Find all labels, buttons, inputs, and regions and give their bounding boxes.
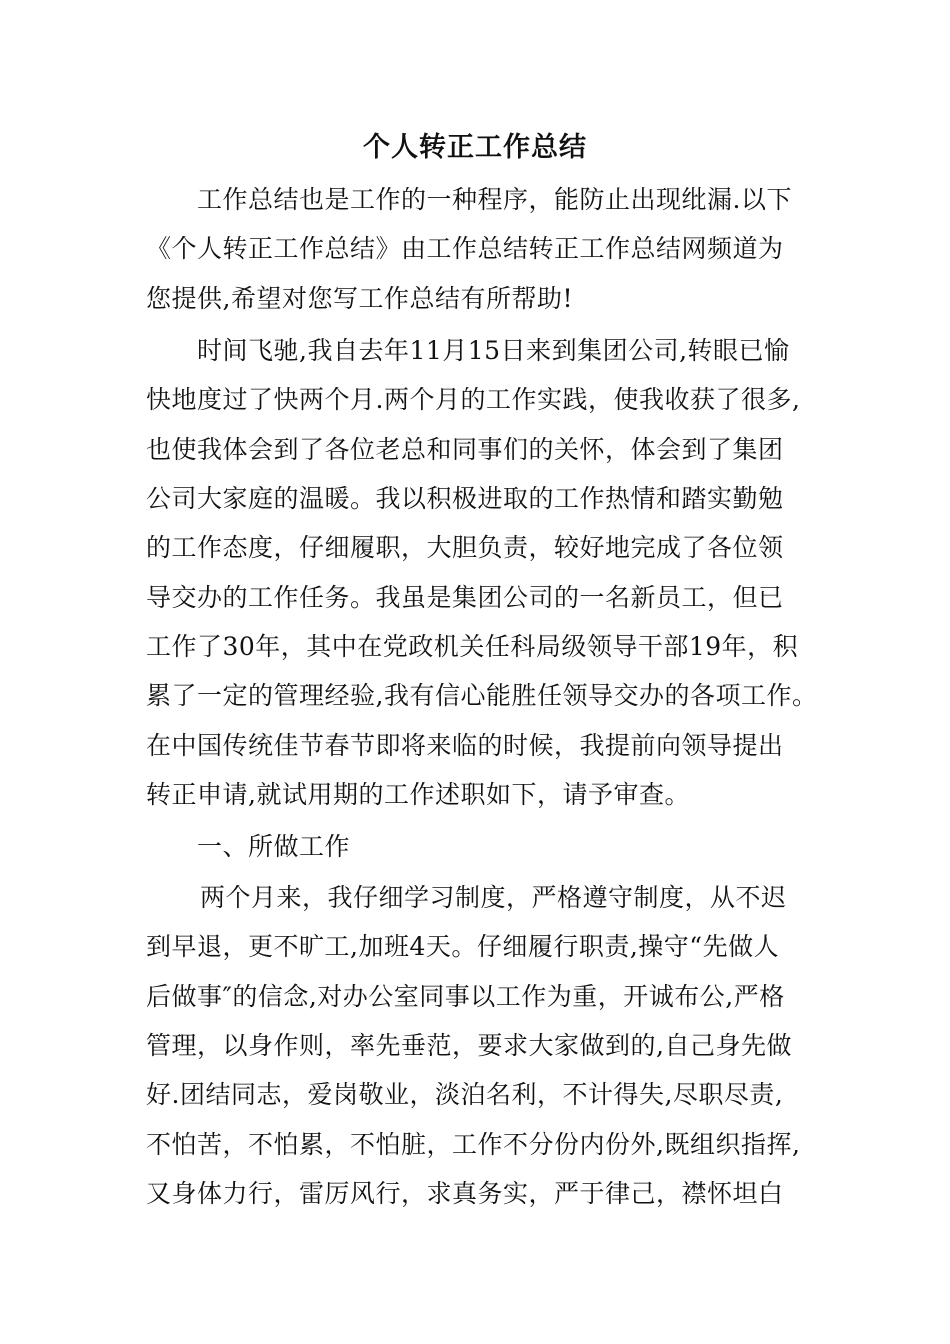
paragraph-line: 也使我体会到了各位老总和同事们的关怀，体会到了集团: [146, 435, 784, 464]
paragraph-line: 的工作态度，仔细履职，大胆负责，较好地完成了各位领: [146, 533, 784, 562]
paragraph-line: 工作了30年，其中在党政机关任科局级领导干部19年，积: [146, 632, 799, 661]
section-heading: 一、所做工作: [197, 832, 351, 861]
paragraph-line: 两个月来，我仔细学习制度，严格遵守制度，从不迟: [200, 883, 787, 912]
paragraph-line: 《个人转正工作总结》由工作总结转正工作总结网频道为: [146, 234, 784, 263]
paragraph-line: 时间飞驰,我自去年11月15日来到集团公司,转眼已愉: [197, 336, 790, 365]
paragraph-line: 不怕苦，不怕累，不怕脏，工作不分份内份外,既组织指挥,: [146, 1130, 801, 1159]
paragraph-line: 在中国传统佳节春节即将来临的时候，我提前向领导提出: [146, 731, 784, 760]
paragraph-line: 管理，以身作则，率先垂范，要求大家做到的,自己身先做: [146, 1031, 792, 1060]
paragraph-line: 好.团结同志，爱岗敬业，淡泊名利，不计得失,尽职尽责,: [146, 1080, 784, 1109]
paragraph-line: 又身体力行，雷厉风行，求真务实，严于律己，襟怀坦白: [146, 1179, 784, 1208]
paragraph-line: 后做事″的信念,对办公室同事以工作为重，开诚布公,严格: [146, 982, 785, 1011]
paragraph-line: 导交办的工作任务。我虽是集团公司的一名新员工，但已: [146, 583, 784, 612]
paragraph-line: 转正申请,就试用期的工作述职如下，请予审查。: [146, 780, 690, 809]
paragraph-line: 快地度过了快两个月.两个月的工作实践，使我收获了很多,: [146, 385, 801, 414]
paragraph-line: 累了一定的管理经验,我有信心能胜任领导交办的各项工作。: [146, 681, 818, 710]
paragraph-line: 您提供,希望对您写工作总结有所帮助!: [146, 284, 573, 313]
paragraph-line: 到早退，更不旷工,加班4天。仔细履行职责,操守“先做人: [146, 932, 780, 961]
document-title: 个人转正工作总结: [363, 132, 587, 163]
paragraph-line: 公司大家庭的温暖。我以积极进取的工作热情和踏实勤勉: [146, 484, 784, 513]
paragraph-line: 工作总结也是工作的一种程序，能防止出现纰漏.以下: [197, 185, 792, 214]
